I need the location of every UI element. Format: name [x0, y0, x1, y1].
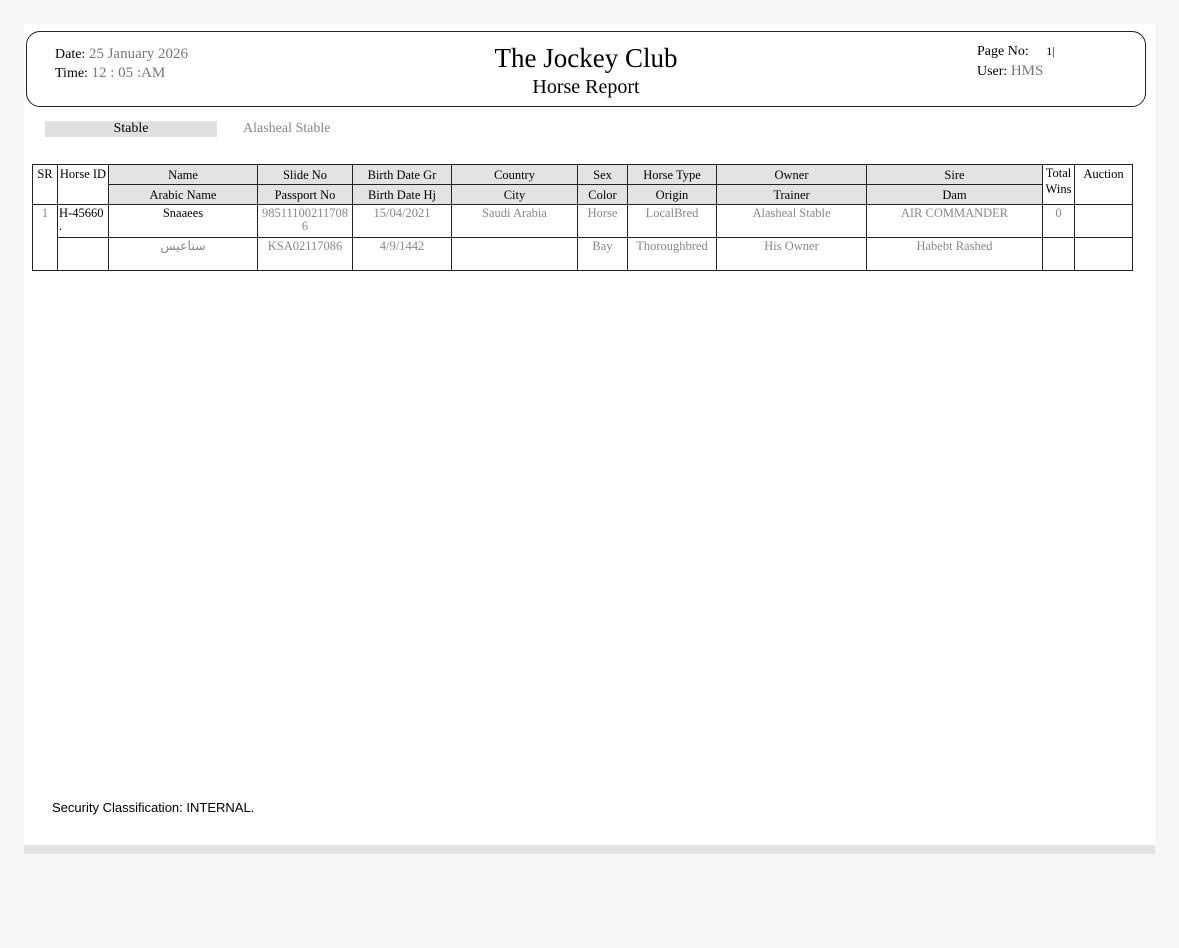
cell-sire: AIR COMMANDER [867, 205, 1043, 238]
cell-country: Saudi Arabia [452, 205, 578, 238]
col-header-origin: Origin [628, 185, 717, 205]
time-label: Time: [55, 66, 88, 81]
security-classification: Security Classification: INTERNAL. [52, 800, 255, 815]
col-header-passport-no: Passport No [258, 185, 353, 205]
col-header-sr: SR [33, 165, 58, 205]
col-header-city: City [452, 185, 578, 205]
cell-dam: Habebt Rashed [867, 238, 1043, 271]
date-label: Date: [55, 47, 86, 62]
col-header-trainer: Trainer [717, 185, 867, 205]
stable-filter-value: Alasheal Stable [243, 121, 331, 136]
page-bottom-bar [24, 845, 1155, 854]
cell-sex: Horse [578, 205, 628, 238]
cell-auction [1075, 205, 1133, 238]
cell-arabic-name: سناعيس [109, 238, 258, 271]
cell-total-wins-empty [1043, 238, 1075, 271]
header-row-1 [33, 165, 1133, 185]
cell-sr: 1 [33, 205, 58, 271]
cell-trainer: His Owner [717, 238, 867, 271]
page-no-line [977, 44, 1055, 60]
col-header-country: Country [452, 165, 578, 185]
cell-birth-date-gr: 15/04/2021 [353, 205, 452, 238]
page-no-value: 1| [1046, 44, 1055, 58]
cell-color: Bay [578, 238, 628, 271]
col-header-birth-date-gr: Birth Date Gr [353, 165, 452, 185]
page-no-label: Page No: [977, 44, 1029, 59]
cell-birth-date-hj: 4/9/1442 [353, 238, 452, 271]
cell-name: Snaaees [109, 205, 258, 238]
cell-auction-empty [1075, 238, 1133, 271]
col-header-horse-type: Horse Type [628, 165, 717, 185]
table-row-secondary [33, 238, 1133, 271]
date-value: 25 January 2026 [88, 46, 188, 62]
cell-horse-id: H-45660 . [58, 205, 109, 238]
col-header-owner: Owner [717, 165, 867, 185]
cell-horse-id-empty [58, 238, 109, 271]
col-header-arabic-name: Arabic Name [109, 185, 258, 205]
col-header-color: Color [578, 185, 628, 205]
user-value: HMS [1010, 63, 1044, 79]
cell-owner: Alasheal Stable [717, 205, 867, 238]
col-header-horse-id: Horse ID [58, 165, 109, 205]
time-value: 12 : 05 :AM [91, 65, 166, 81]
table-row [33, 205, 1133, 238]
col-header-sex: Sex [578, 165, 628, 185]
cell-slide-no: 985111002117086 [258, 205, 353, 238]
cell-horse-type: LocalBred [628, 205, 717, 238]
col-header-sire: Sire [867, 165, 1043, 185]
col-header-auction: Auction [1075, 165, 1133, 205]
user-line [977, 63, 1043, 80]
col-header-dam: Dam [867, 185, 1043, 205]
user-label: User: [977, 64, 1008, 79]
col-header-name: Name [109, 165, 258, 185]
cell-city [452, 238, 578, 271]
col-header-slide-no: Slide No [258, 165, 353, 185]
cell-passport-no: KSA02117086 [258, 238, 353, 271]
col-header-total-wins: Total Wins [1043, 165, 1075, 205]
report-header [26, 31, 1146, 107]
cell-total-wins: 0 [1043, 205, 1075, 238]
report-page [24, 24, 1155, 846]
report-subtitle: Horse Report [532, 76, 640, 98]
report-title: The Jockey Club [494, 43, 678, 73]
horse-report-table [32, 164, 1133, 271]
stable-filter-label: Stable [45, 121, 217, 137]
col-header-birth-date-hj: Birth Date Hj [353, 185, 452, 205]
cell-origin: Thoroughbred [628, 238, 717, 271]
header-row-2 [33, 185, 1133, 205]
